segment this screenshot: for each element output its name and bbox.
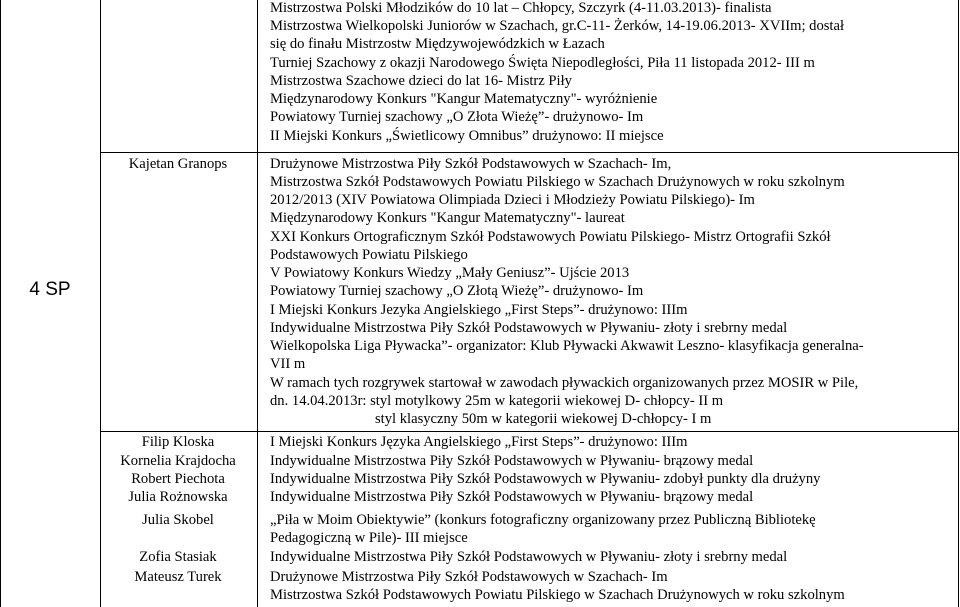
achievement-line: XXI Konkurs Ortograficznym Szkół Podstawowych Powiatu Pilskiego- Mistrz Ortografii Szkół: [270, 229, 831, 245]
achievement-line: Podstawowych Powiatu Pilskiego: [270, 247, 468, 263]
achievement-line: Wielkopolska Liga Pływacka”- organizator: Klub Pływacki Akwawit Leszno- klasyfikacja generalna-: [270, 338, 864, 354]
achievement-line: Indywidualne Mistrzostwa Piły Szkół Podstawowych w Pływaniu- złoty i srebrny medal: [270, 549, 788, 565]
achievement-line: Międzynarodowy Konkurs "Kangur Matematyczny"- wyróżnienie: [270, 91, 658, 107]
achievement-line: Indywidualne Mistrzostwa Piły Szkół Podstawowych w Pływaniu- brązowy medal: [270, 489, 754, 505]
achievement-line: I Miejski Konkurs Jezyka Angielskiego „First Steps”- drużynowo: IIIm: [270, 302, 688, 318]
achievement-line: Drużynowe Mistrzostwa Piły Szkół Podstawowych w Szachach- Im,: [270, 156, 672, 172]
achievement-line: Powiatowy Turniej szachowy „O Złotą Wieżę”- drużynowo- Im: [270, 283, 644, 299]
column-divider: [100, 0, 101, 607]
achievement-line: Mistrzostwa Szkół Podstawowych Powiatu Pilskiego w Szachach Drużynowych w roku szkolnym: [270, 587, 845, 603]
class-label: 4 SP: [29, 279, 71, 300]
achievement-line: Indywidualne Mistrzostwa Piły Szkół Podstawowych w Pływaniu- złoty i srebrny medal: [270, 320, 788, 336]
student-name: Julia Rożnowska: [128, 489, 228, 505]
achievement-line: Turniej Szachowy z okazji Narodowego Święta Niepodległości, Piła 11 listopada 2012- III m: [270, 55, 815, 71]
achievement-line: styl klasyczny 50m w kategorii wiekowej D-chłopcy- I m: [375, 411, 712, 427]
table-border-right: [958, 0, 959, 607]
achievement-line: dn. 14.04.2013r: styl motylkowy 25m w kategorii wiekowej D- chłopcy- II m: [270, 393, 724, 409]
student-name: Robert Piechota: [131, 471, 225, 487]
achievement-line: V Powiatowy Konkurs Wiedzy „Mały Geniusz”- Ujście 2013: [270, 265, 630, 281]
achievement-line: I Miejski Konkurs Języka Angielskiego „First Steps”- drużynowo: IIIm: [270, 434, 688, 450]
achievement-line: II Miejski Konkurs „Świetlicowy Omnibus” drużynowo: II miejsce: [270, 128, 664, 144]
column-divider: [257, 0, 258, 607]
achievement-line: Mistrzostwa Polski Młodzików do 10 lat – Chłopcy, Szczyrk (4-11.03.2013)- finalista: [270, 0, 772, 16]
achievement-line: W ramach tych rozgrywek startował w zawodach pływackich organizowanych przez MOSIR w Pile,: [270, 375, 859, 391]
student-name: Kornelia Krajdocha: [120, 453, 236, 469]
achievement-line: Indywidualne Mistrzostwa Piły Szkół Podstawowych w Pływaniu- brązowy medal: [270, 453, 754, 469]
achievement-line: Międzynarodowy Konkurs "Kangur Matematyczny"- laureat: [270, 210, 625, 226]
student-name: Julia Skobel: [142, 512, 214, 528]
row-divider: [100, 431, 959, 432]
achievement-line: Mistrzostwa Szachowe dzieci do lat 16- Mistrz Piły: [270, 73, 572, 89]
row-divider: [100, 152, 959, 153]
achievement-line: Indywidualne Mistrzostwa Piły Szkół Podstawowych w Pływaniu- zdobył punkty dla drużyny: [270, 471, 821, 487]
student-name: Filip Kloska: [141, 434, 215, 450]
achievement-line: Drużynowe Mistrzostwa Piły Szkół Podstawowych w Szachach- Im: [270, 569, 668, 585]
achievement-line: 2012/2013 (XIV Powiatowa Olimpiada Dzieci i Młodzieży Powiatu Pilskiego)- Im: [270, 192, 755, 208]
achievement-line: VII m: [270, 356, 306, 372]
achievement-line: Mistrzostwa Szkół Podstawowych Powiatu Pilskiego w Szachach Drużynowych w roku szkolnym: [270, 174, 845, 190]
student-name: Mateusz Turek: [134, 569, 222, 585]
table-border-left: [0, 0, 1, 607]
achievement-line: Powiatowy Turniej szachowy „O Złota Wieżę”- drużynowo- Im: [270, 109, 644, 125]
student-name: Zofia Stasiak: [139, 549, 217, 565]
achievement-line: Mistrzostwa Wielkopolski Juniorów w Szachach, gr.C-11- Żerków, 14-19.06.2013- XVIIm; dostał: [270, 18, 845, 34]
achievement-line: się do finału Mistrzostw Międzywojewódzkich w Łazach: [270, 36, 605, 52]
achievement-line: „Piła w Moim Obiektywie” (konkurs fotograficzny organizowany przez Publiczną Bibliotekę: [270, 512, 816, 528]
student-name: Kajetan Granops: [128, 156, 228, 172]
achievement-line: Pedagogiczną w Pile)- III miejsce: [270, 530, 468, 546]
